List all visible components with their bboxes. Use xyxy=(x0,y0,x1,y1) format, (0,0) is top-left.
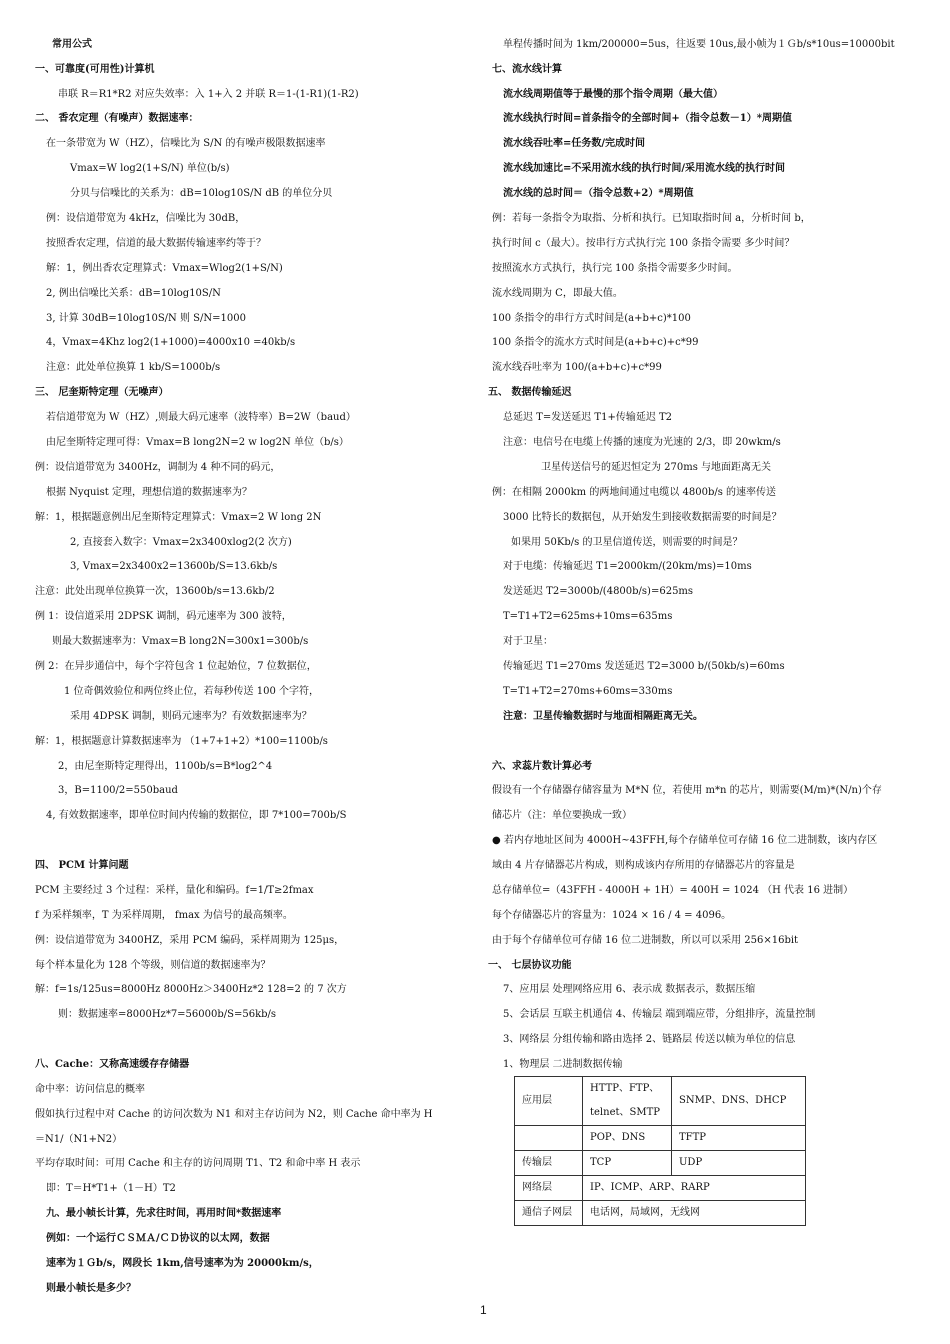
text-line: 在一条带宽为 W（HZ），信噪比为 S/N 的有噪声极限数据速率 xyxy=(46,138,326,149)
text-line: 流水线吞吐率为 100/(a+b+c)+c*99 xyxy=(492,362,662,373)
text-line: 注意：此处单位换算 1 kb/S=1000b/s xyxy=(46,362,221,373)
text-line: ● 若内存地址区间为 4000H~43FFH,每个存储单位可存储 16 位二进制数，该内存区 xyxy=(492,835,878,846)
text-line: 域由 4 片存储器芯片构成，则构成该内存所用的存储器芯片的容量是 xyxy=(492,860,795,871)
text-line: ＝N1/（N1+N2） xyxy=(35,1134,123,1145)
text-line: 2, 例出信噪比关系：dB=10log10S/N xyxy=(46,288,221,299)
table-row xyxy=(515,1077,806,1126)
section-heading: 六、求蕊片数计算必考 xyxy=(492,761,592,772)
page-number: 1 xyxy=(480,1303,487,1317)
text-line: 则最大数据速率为：Vmax=B long2N=300x1=300b/s xyxy=(52,636,309,647)
section-heading: 四、 PCM 计算问题 xyxy=(35,860,129,871)
text-line: T=T1+T2=625ms+10ms=635ms xyxy=(503,611,673,622)
text-line: 2，由尼奎斯特定理得出，1100b/s=B*log2^4 xyxy=(58,761,273,772)
table-cell: SNMP、DNS、DHCP xyxy=(672,1077,806,1126)
text-line: 储芯片（注：单位要换成一致） xyxy=(492,810,632,821)
section-heading: 速率为１Ｇb/s，网段长 1km,信号速率为为 20000km/s， xyxy=(46,1258,319,1269)
table-cell: HTTP、FTP、telnet、SMTP xyxy=(583,1077,672,1126)
table-cell xyxy=(515,1126,583,1151)
text-line: 3000 比特长的数据包，从开始发生到接收数据需要的时间是？ xyxy=(503,512,782,523)
table-cell: IP、ICMP、ARP、RARP xyxy=(583,1176,806,1201)
text-line: 假如执行过程中对 Cache 的访问次数为 N1 和对主存访问为 N2，则 Cache 命中率为 H xyxy=(35,1109,433,1120)
text-line: 3, 计算 30dB=10log10S/N 则 S/N=1000 xyxy=(46,313,246,324)
text-line: 总存储单位=（43FFH - 4000H + 1H）= 400H = 1024 （H 代表 16 进制） xyxy=(492,885,854,896)
table-row xyxy=(515,1151,806,1176)
text-line: PCM 主要经过 3 个过程：采样，量化和编码。f=1/T≥2fmax xyxy=(35,885,314,896)
text-line: 注意：此处出现单位换算一次，13600b/s=13.6kb/2 xyxy=(35,586,275,597)
text-line: f 为采样频率，T 为采样周期， fmax 为信号的最高频率。 xyxy=(35,910,293,921)
table-cell: 网络层 xyxy=(515,1176,583,1201)
text-line: 执行时间 c（最大）。按串行方式执行完 100 条指令需要 多少时间？ xyxy=(492,238,795,249)
text-line: 4, 有效数据速率，即单位时间内传输的数据位，即 7*100=700b/S xyxy=(46,810,347,821)
text-line: 对于电缆：传输延迟 T1=2000km/(20km/ms)=10ms xyxy=(503,561,752,572)
section-heading: 流水线周期值等于最慢的那个指令周期（最大值） xyxy=(503,89,723,100)
section-heading: 则最小帧长是多少？ xyxy=(46,1283,136,1294)
text-line: 对于卫星： xyxy=(503,636,553,647)
table-cell: TFTP xyxy=(672,1126,806,1151)
text-line: 若信道带宽为 W（HZ）,则最大码元速率（波特率）B=2W（baud） xyxy=(46,412,356,423)
section-heading: 流水线的总时间＝（指令总数+2）*周期值 xyxy=(503,188,694,199)
text-line: 每个存储器芯片的容量为：1024 × 16 / 4 = 4096。 xyxy=(492,910,732,921)
table-cell: POP、DNS xyxy=(583,1126,672,1151)
text-line: 100 条指令的串行方式时间是(a+b+c)*100 xyxy=(492,313,691,324)
text-line: 例：设信道带宽为 4kHz，信噪比为 30dB， xyxy=(46,213,246,224)
text-line: 总延迟 T=发送延迟 T1+传输延迟 T2 xyxy=(503,412,673,423)
text-line: 1 位奇偶效验位和两位终止位，若每秒传送 100 个字符， xyxy=(64,686,319,697)
text-line: 由于每个存储单位可存储 16 位二进制数，所以可以采用 256×16bit xyxy=(492,935,799,946)
section-heading: 注意：卫星传输数据时与地面相隔距离无关。 xyxy=(503,711,703,722)
table-cell: TCP xyxy=(583,1151,672,1176)
text-line: 发送延迟 T2=3000b/(4800b/s)=625ms xyxy=(503,586,694,597)
text-line: 平均存取时间：可用 Cache 和主存的访问周期 T1、T2 和命中率 H 表示 xyxy=(35,1158,361,1169)
table-cell: 应用层 xyxy=(515,1077,583,1126)
section-heading: 九、最小帧长计算，先求往时间，再用时间*数据速率 xyxy=(46,1208,282,1219)
text-line: 4，Vmax=4Khz log2(1+1000)=4000x10 =40kb/s xyxy=(46,337,296,348)
text-line: 传输延迟 T1=270ms 发送延迟 T2=3000 b/(50kb/s)=60ms xyxy=(503,661,785,672)
section-heading: 一、 七层协议功能 xyxy=(488,960,572,971)
section-heading: 三、 尼奎斯特定理（无噪声） xyxy=(35,387,169,398)
text-line: 例：在相隔 2000km 的两地间通过电缆以 4800b/s 的速率传送 xyxy=(492,487,777,498)
text-line: 3、网络层 分组传输和路由选择 2、链路层 传送以帧为单位的信息 xyxy=(503,1034,796,1045)
section-heading: 例如：一个运行ＣＳＭＡ/ＣＤ协议的以太网，数据 xyxy=(46,1233,270,1244)
section-heading: 流水线加速比=不采用流水线的执行时间/采用流水线的执行时间 xyxy=(503,163,786,174)
text-line: 串联 R＝R1*R2 对应失效率：入 1+入 2 并联 R＝1-(1-R1)(1-R2) xyxy=(58,89,359,100)
text-line: 例 2：在异步通信中，每个字符包含 1 位起始位，7 位数据位， xyxy=(35,661,317,672)
osi-protocol-table xyxy=(514,1076,806,1226)
text-line: 按照流水方式执行，执行完 100 条指令需要多少时间。 xyxy=(492,263,738,274)
text-line: 5、会话层 互联主机通信 4、传输层 端到端应带，分组排序，流量控制 xyxy=(503,1009,816,1020)
table-cell: 电话网，局域网，无线网 xyxy=(583,1201,806,1226)
text-line: 3，B=1100/2=550baud xyxy=(58,785,178,796)
section-heading: 七、流水线计算 xyxy=(492,64,562,75)
table-row xyxy=(515,1126,806,1151)
section-heading: 五、 数据传输延迟 xyxy=(488,387,572,398)
text-line: 分贝与信噪比的关系为：dB=10log10S/N dB 的单位分贝 xyxy=(70,188,333,199)
text-line: 按照香农定理，信道的最大数据传输速率约等于？ xyxy=(46,238,266,249)
text-line: 采用 4DPSK 调制，则码元速率为？有效数据速率为？ xyxy=(70,711,312,722)
text-line: 1、物理层 二进制数据传输 xyxy=(503,1059,623,1070)
text-line: 100 条指令的流水方式时间是(a+b+c)+c*99 xyxy=(492,337,699,348)
text-line: 假设有一个存储器存储容量为 M*N 位，若使用 m*n 的芯片，则需要(M/m)*(N/n)个存 xyxy=(492,785,882,796)
table-cell: UDP xyxy=(672,1151,806,1176)
section-heading: 一、可靠度(可用性)计算机 xyxy=(35,64,155,75)
text-line: 根据 Nyquist 定理，理想信道的数据速率为？ xyxy=(46,487,252,498)
text-line: 即：T＝H*T1+（1－H）T2 xyxy=(46,1183,176,1194)
text-line: 例：设信道带宽为 3400HZ，采用 PCM 编码，采样周期为 125μs， xyxy=(35,935,345,946)
text-line: 解：1，根据题意例出尼奎斯特定理算式：Vmax=2 W long 2N xyxy=(35,512,322,523)
text-line: 7、应用层 处理网络应用 6、表示成 数据表示，数据压缩 xyxy=(503,984,756,995)
section-heading: 二、 香农定理（有噪声）数据速率： xyxy=(35,113,199,124)
text-line: T=T1+T2=270ms+60ms=330ms xyxy=(503,686,673,697)
text-line: 3, Vmax=2x3400x2=13600b/S=13.6kb/s xyxy=(70,561,278,572)
table-row xyxy=(515,1201,806,1226)
text-line: 流水线周期为 C，即最大值。 xyxy=(492,288,623,299)
text-line: 解：f=1s/125us=8000Hz 8000Hz＞3400Hz*2 128=2 的 7 次方 xyxy=(35,984,347,995)
text-line: 例：设信道带宽为 3400Hz，调制为 4 种不同的码元， xyxy=(35,462,281,473)
text-line: 每个样本量化为 128 个等级，则信道的数据速率为？ xyxy=(35,960,271,971)
section-heading: 常用公式 xyxy=(52,39,92,50)
table-cell: 传输层 xyxy=(515,1151,583,1176)
text-line: 例：若每一条指令为取指、分析和执行。已知取指时间 a，分析时间 b， xyxy=(492,213,811,224)
text-line: 由尼奎斯特定理可得：Vmax=B long2N=2 w log2N 单位（b/s） xyxy=(46,437,349,448)
section-heading: 流水线吞吐率=任务数/完成时间 xyxy=(503,138,646,149)
text-line: 解：1，例出香农定理算式：Vmax=Wlog2(1+S/N) xyxy=(46,263,283,274)
text-line: 例 1：设信道采用 2DPSK 调制，码元速率为 300 波特， xyxy=(35,611,292,622)
text-line: 则：数据速率=8000Hz*7=56000b/S=56kb/s xyxy=(58,1009,277,1020)
table-cell: 通信子网层 xyxy=(515,1201,583,1226)
section-heading: 流水线执行时间=首条指令的全部时间+（指令总数－1）*周期值 xyxy=(503,113,792,124)
text-line: 单程传播时间为 1km/200000=5us，往返要 10us,最小帧为１Ｇb/s*10us=10000bit xyxy=(503,39,895,50)
text-line: 命中率：访问信息的概率 xyxy=(35,1084,145,1095)
text-line: 2, 直接套入数字：Vmax=2x3400xlog2(2 次方) xyxy=(70,537,292,548)
table-row xyxy=(515,1176,806,1201)
section-heading: 八、Cache：又称高速缓存存储器 xyxy=(35,1059,190,1070)
text-line: 如果用 50Kb/s 的卫星信道传送，则需要的时间是？ xyxy=(511,537,743,548)
text-line: Vmax=W log2(1+S/N) 单位(b/s) xyxy=(70,163,230,174)
text-line: 解：1，根据题意计算数据速率为 （1+7+1+2）*100=1100b/s xyxy=(35,736,328,747)
text-line: 注意：电信号在电缆上传播的速度为光速的 2/3，即 20wkm/s xyxy=(503,437,781,448)
text-line: 卫星传送信号的延迟恒定为 270ms 与地面距离无关 xyxy=(541,462,772,473)
